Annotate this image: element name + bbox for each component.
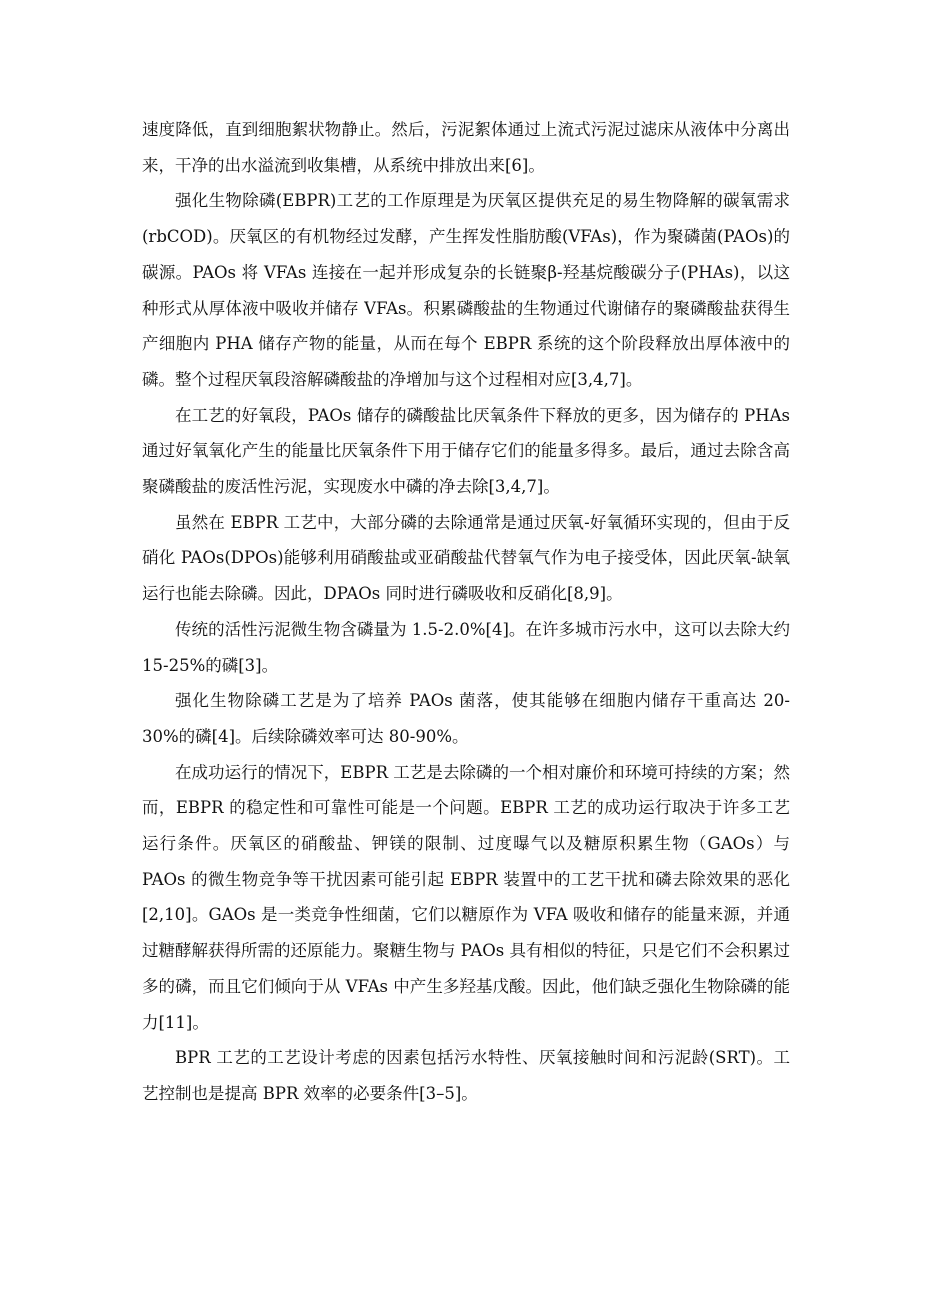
paragraph: 速度降低，直到细胞絮状物静止。然后，污泥絮体通过上流式污泥过滤床从液体中分离出来，干净的出水溢流到收集槽，从系统中排放出来[6]。 (142, 120, 790, 175)
paragraph: 在成功运行的情况下，EBPR 工艺是去除磷的一个相对廉价和环境可持续的方案；然而，EBPR 的稳定性和可靠性可能是一个问题。EBPR 工艺的成功运行取决于许多工艺运行条件。厌氧区的硝酸盐、钾镁的限制、过度曝气以及糖原积累生物（GAOs）与 PAOs 的微生物竞争等干扰因素可能引起 EBPR 装置中的工艺干扰和磷去除效果的恶化[2,10]。GAOs 是一类竞争性细菌，它们以糖原作为 VFA 吸收和储存的能量来源，并通过糖酵解获得所需的还原能力。聚糖生物与 PAOs 具有相似的特征，只是它们不会积累过多的磷，而且它们倾向于从 VFAs 中产生多羟基戊酸。因此，他们缺乏强化生物除磷的能力[11]。 (142, 762, 790, 1032)
paragraph: 强化生物除磷(EBPR)工艺的工作原理是为厌氧区提供充足的易生物降解的碳氧需求(rbCOD)。厌氧区的有机物经过发酵，产生挥发性脂肪酸(VFAs)，作为聚磷菌(PAOs)的碳源。PAOs 将 VFAs 连接在一起并形成复杂的长链聚β-羟基烷酸碳分子(PHAs)，以这种形式从厚体液中吸收并储存 VFAs。积累磷酸盐的生物通过代谢储存的聚磷酸盐获得生产细胞内 PHA 储存产物的能量，从而在每个 EBPR 系统的这个阶段释放出厚体液中的磷。整个过程厌氧段溶解磷酸盐的净增加与这个过程相对应[3,4,7]。 (142, 191, 790, 389)
paragraph: 虽然在 EBPR 工艺中，大部分磷的去除通常是通过厌氧-好氧循环实现的，但由于反硝化 PAOs(DPOs)能够利用硝酸盐或亚硝酸盐代替氧气作为电子接受体，因此厌氧-缺氧运行也能去除磷。因此，DPAOs 同时进行磷吸收和反硝化[8,9]。 (142, 512, 790, 604)
paragraph: BPR 工艺的工艺设计考虑的因素包括污水特性、厌氧接触时间和污泥龄(SRT)。工艺控制也是提高 BPR 效率的必要条件[3–5]。 (142, 1048, 790, 1103)
paragraph: 传统的活性污泥微生物含磷量为 1.5-2.0%[4]。在许多城市污水中，这可以去除大约 15-25%的磷[3]。 (142, 619, 790, 675)
body-text (142, 112, 790, 1112)
paragraph: 在工艺的好氧段，PAOs 储存的磷酸盐比厌氧条件下释放的更多，因为储存的 PHAs 通过好氧氧化产生的能量比厌氧条件下用于储存它们的能量多得多。最后，通过去除含高聚磷酸盐的废活性污泥，实现废水中磷的净去除[3,4,7]。 (142, 405, 790, 497)
paragraph: 强化生物除磷工艺是为了培养 PAOs 菌落，使其能够在细胞内储存干重高达 20-30%的磷[4]。后续除磷效率可达 80-90%。 (142, 691, 790, 746)
